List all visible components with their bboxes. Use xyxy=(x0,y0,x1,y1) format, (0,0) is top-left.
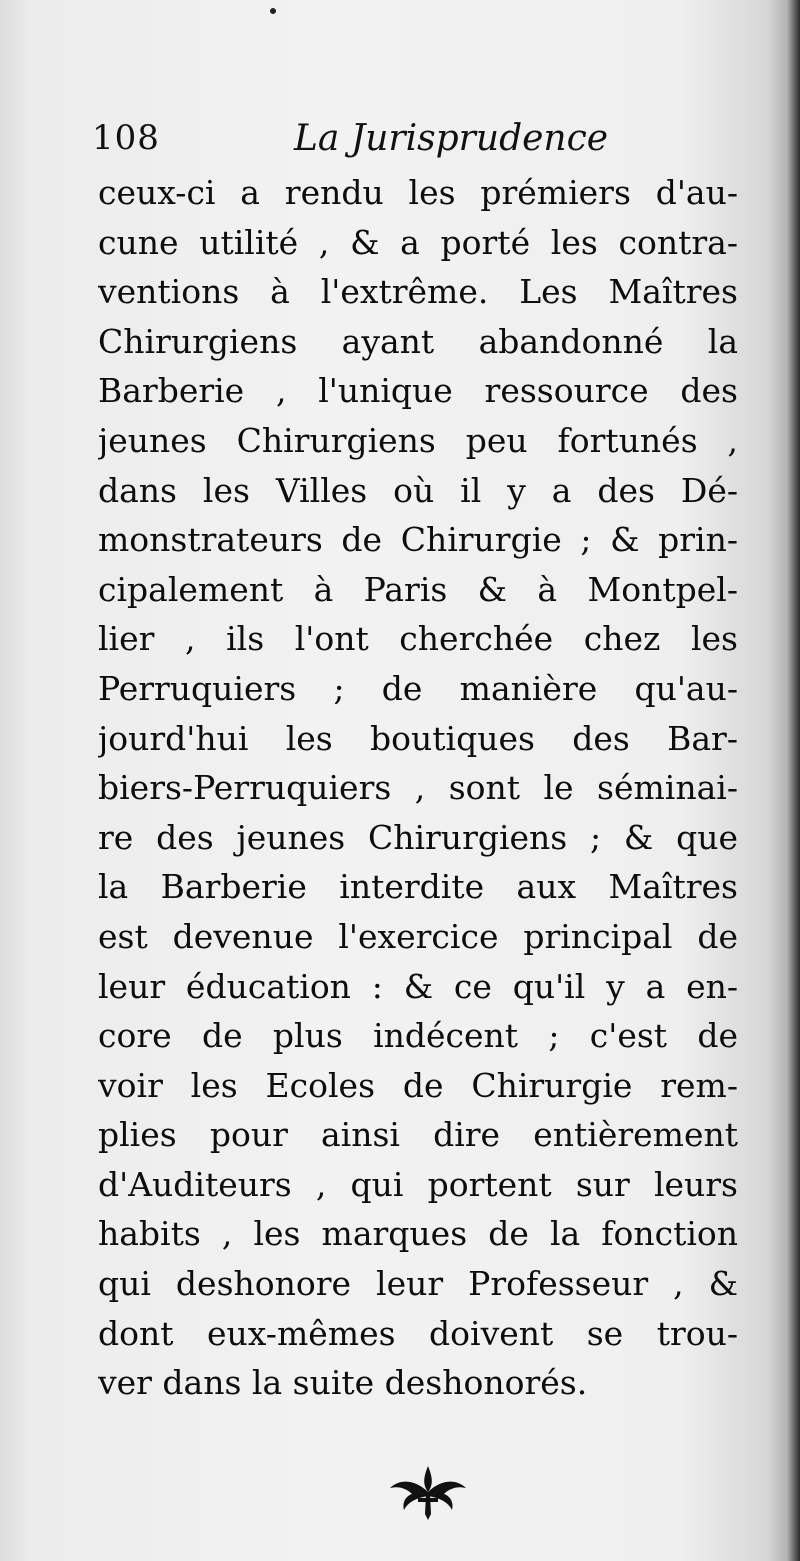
running-head: La Jurisprudence xyxy=(294,118,609,159)
page-spine-shadow xyxy=(786,0,800,1561)
text-line: est devenue l'exercice principal de xyxy=(98,916,738,956)
text-line: jeunes Chirurgiens peu fortunés , xyxy=(98,420,738,460)
page-number: 108 xyxy=(92,118,160,158)
text-line: Barberie , l'unique ressource des xyxy=(98,371,738,411)
text-line: core de plus indécent ; c'est de xyxy=(98,1016,738,1056)
text-line: monstrateurs de Chirurgie ; & prin- xyxy=(98,520,738,560)
text-line: qui deshonore leur Professeur , & xyxy=(98,1264,738,1304)
text-line: lier , ils l'ont cherchée chez les xyxy=(98,619,738,659)
text-line: voir les Ecoles de Chirurgie rem- xyxy=(98,1065,738,1105)
text-line: ventions à l'extrême. Les Maîtres xyxy=(98,272,738,312)
text-line: Perruquiers ; de manière qu'au- xyxy=(98,668,738,708)
text-line: leur éducation : & ce qu'il y a en- xyxy=(98,966,738,1006)
text-line: biers-Perruquiers , sont le séminai- xyxy=(98,768,738,808)
body-text xyxy=(98,168,738,1408)
text-line: cune utilité , & a porté les contra- xyxy=(98,222,738,262)
page-header xyxy=(92,118,652,170)
text-line: re des jeunes Chirurgiens ; & que xyxy=(98,817,738,857)
text-line: dans les Villes où il y a des Dé- xyxy=(98,470,738,510)
ink-speck xyxy=(270,8,276,14)
text-line: Chirurgiens ayant abandonné la xyxy=(98,321,738,361)
text-line: ceux-ci a rendu les prémiers d'au- xyxy=(98,173,738,212)
text-line: plies pour ainsi dire entièrement xyxy=(98,1115,738,1155)
fleuron-ornament-icon xyxy=(386,1462,470,1522)
text-line: habits , les marques de la fonction xyxy=(98,1214,738,1254)
text-line: jourd'hui les boutiques des Bar- xyxy=(98,718,738,758)
text-line: cipalement à Paris & à Montpel- xyxy=(98,569,738,609)
text-line: d'Auditeurs , qui portent sur leurs xyxy=(98,1164,738,1204)
text-line: dont eux-mêmes doivent se trou- xyxy=(98,1313,738,1353)
text-line: la Barberie interdite aux Maîtres xyxy=(98,867,738,907)
text-line: ver dans la suite deshonorés. xyxy=(98,1363,588,1403)
